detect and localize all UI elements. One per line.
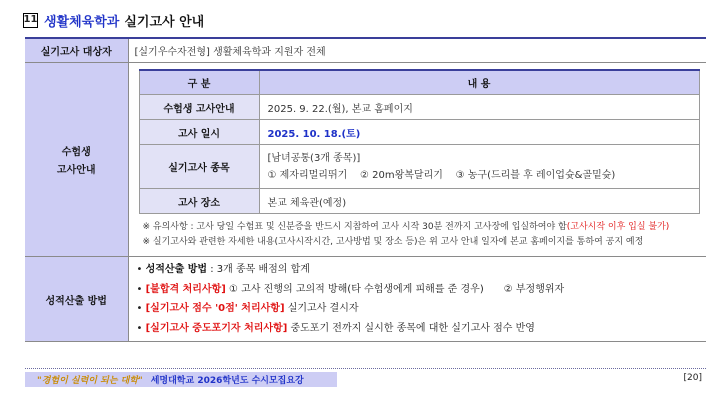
zero-title: [실기고사 점수 '0점' 처리사항] bbox=[145, 303, 285, 314]
row-value-notice: 2025. 9. 22.(월), 본교 홈페이지 bbox=[259, 95, 699, 120]
scoring-label: 성적산출 방법 bbox=[25, 257, 128, 342]
exam-info-row bbox=[25, 62, 706, 257]
scoring-item-method bbox=[137, 260, 707, 280]
exam-info-content bbox=[128, 62, 706, 257]
row-label-venue: 고사 장소 bbox=[139, 189, 259, 214]
inner-row-notice bbox=[139, 95, 699, 120]
note-1-text: ※ 유의사항 : 고사 당일 수험표 및 신분증을 반드시 지참하여 고사 시작 30분 전까지 고사장에 입실하여야 함 bbox=[142, 222, 567, 232]
exam-notes bbox=[129, 214, 707, 256]
note-1 bbox=[143, 220, 707, 235]
inner-row-date bbox=[139, 120, 699, 145]
exam-info-table bbox=[139, 69, 700, 215]
footer-banner bbox=[25, 372, 337, 387]
events-list: ① 제자리멀리뛰기 ② 20m왕복달리기 ③ 농구(드리블 후 레이업슛&골밑슛) bbox=[267, 169, 616, 181]
withdraw-text: 중도포기 전까지 실시한 종목에 대한 실기고사 점수 반영 bbox=[287, 322, 535, 334]
department-name: 생활체육학과 bbox=[44, 14, 120, 30]
scoring-item-fail bbox=[137, 280, 707, 300]
page-number: [20] bbox=[683, 373, 702, 383]
method-title: 성적산출 방법 bbox=[145, 264, 208, 275]
method-text: : 3개 종목 배점의 합계 bbox=[207, 264, 310, 275]
footer-divider bbox=[25, 368, 706, 369]
fail-text-2: ② 부정행위자 bbox=[503, 283, 565, 295]
section-number: 11 bbox=[23, 13, 38, 28]
inner-row-events bbox=[139, 145, 699, 189]
note-2: ※ 실기고사와 관련한 자세한 내용(고사시작시간, 고사방법 및 장소 등)은 위 고사 안내 일자에 본교 홈페이지를 통하여 공지 예정 bbox=[142, 237, 644, 247]
target-label: 실기고사 대상자 bbox=[25, 38, 128, 62]
bullet-3: • bbox=[136, 303, 143, 314]
fail-text-1: ① 고사 진행의 고의적 방해(타 수험생에게 피해를 준 경우) bbox=[225, 283, 484, 295]
scoring-row bbox=[25, 257, 706, 342]
bullet-4: • bbox=[136, 322, 143, 334]
note-1-warning: (고사시작 이후 입실 불가) bbox=[566, 222, 670, 232]
exam-guide-table bbox=[25, 37, 706, 342]
exam-info-label bbox=[25, 62, 128, 257]
inner-row-venue bbox=[139, 189, 699, 214]
bullet-2: • bbox=[136, 283, 143, 295]
row-value-date: 2025. 10. 18.(토) bbox=[259, 120, 699, 145]
scoring-content bbox=[128, 257, 706, 342]
zero-text: 실기고사 결시자 bbox=[284, 303, 359, 314]
col-header-category: 구 분 bbox=[139, 70, 259, 95]
row-label-events: 실기고사 종목 bbox=[139, 145, 259, 189]
row-value-events bbox=[259, 145, 699, 189]
scoring-item-withdraw bbox=[137, 319, 707, 339]
row-label-date: 고사 일시 bbox=[139, 120, 259, 145]
withdraw-title: [실기고사 중도포기자 처리사항] bbox=[145, 322, 288, 334]
col-header-content: 내 용 bbox=[259, 70, 699, 95]
inner-header-row bbox=[139, 70, 699, 95]
exam-info-label-line1: 수험생 bbox=[61, 146, 91, 158]
fail-title: [불합격 처리사항] bbox=[145, 283, 226, 295]
target-value: [실기우수자전형] 생활체육학과 지원자 전체 bbox=[128, 38, 706, 62]
footer-slogan: "경험이 실력이 되는 대학" bbox=[37, 376, 143, 386]
events-common: [남녀공통(3개 종목)] bbox=[267, 152, 361, 164]
row-label-notice: 수험생 고사안내 bbox=[139, 95, 259, 120]
target-row bbox=[25, 38, 706, 62]
scoring-item-zero bbox=[137, 299, 707, 319]
footer-university: 세명대학교 2026학년도 수시모집요강 bbox=[150, 376, 304, 386]
exam-info-label-line2: 고사안내 bbox=[56, 164, 96, 176]
bullet-1: • bbox=[136, 264, 143, 275]
section-title bbox=[23, 11, 204, 29]
section-title-text: 실기고사 안내 bbox=[124, 14, 205, 30]
row-value-venue: 본교 체육관(예정) bbox=[259, 189, 699, 214]
